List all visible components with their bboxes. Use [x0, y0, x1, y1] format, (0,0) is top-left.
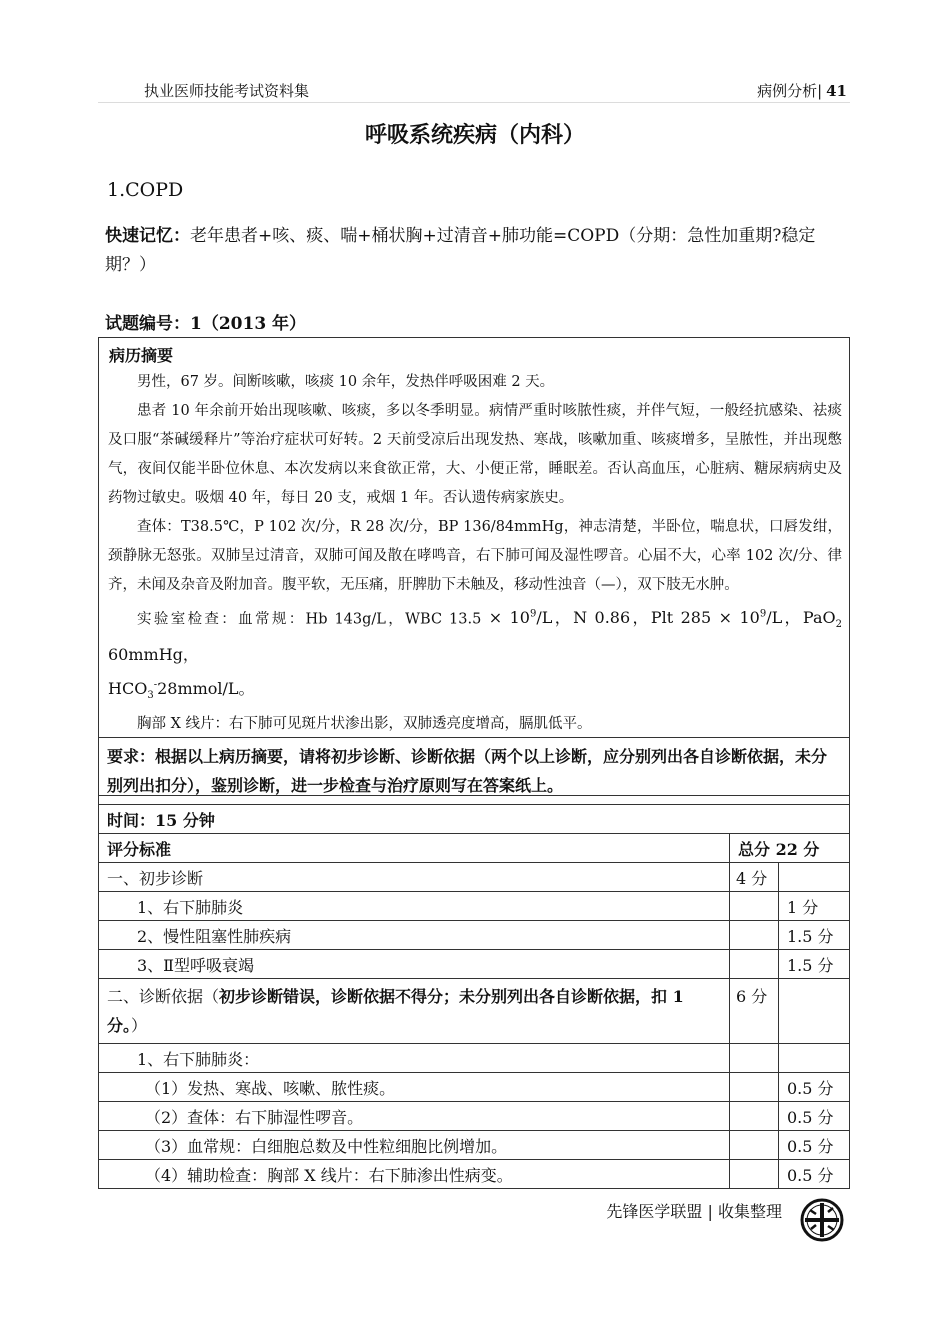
- section-title: 1.COPD: [107, 179, 184, 201]
- row-score: 4 分: [730, 863, 779, 892]
- table-row: [99, 979, 850, 1044]
- header-chapter: [757, 80, 847, 101]
- row-score: [730, 892, 779, 921]
- table-row: [99, 1160, 850, 1189]
- case-physical-exam: 查体：T38.5℃，P 102 次/分，R 28 次/分，BP 136/84mmHg，神志清楚，半卧位，喘息状，口唇发绀，颈静脉无怒张。双肺呈过清音，双肺可闻及散在哮鸣音，右下肺可闻及湿性啰音。心届不大，心率 102 次/分、律齐，未闻及杂音及附加音。腹平软，无压痛，肝脾肋下未触及，移动性浊音（—），双下肢无水肿。: [108, 519, 842, 593]
- row-text: 1、右下肺肺炎：: [99, 1044, 730, 1073]
- header-divider: [98, 102, 850, 103]
- case-history: 患者 10 年余前开始出现咳嗽、咳痰，多以冬季明显。病情严重时咳脓性痰，并伴气短，一般经抗感染、祛痰及口服“茶碱缓释片”等治疗症状可好转。2 天前受凉后出现发热、寒战，咳嗽加重、咳痰增多，呈脓性，并出现憋气，夜间仅能半卧位休息、本次发病以来食欲正常，大、小便正常，睡眠差。否认高血压，心脏病、糖尿病病史及药物过敏史。吸烟 40 年，每日 20 支，戒烟 1 年。否认遗传病家族史。: [108, 403, 842, 506]
- row-subscore: 1.5 分: [779, 950, 850, 979]
- row-score: [730, 1102, 779, 1131]
- time-limit: 时间：15 分钟: [99, 805, 850, 834]
- row-text: 3、Ⅱ型呼吸衰竭: [99, 950, 730, 979]
- header-book-title: 执业医师技能考试资料集: [144, 82, 310, 100]
- row-text: （4）辅助检查：胸部 X 线片：右下肺渗出性病变。: [99, 1160, 730, 1189]
- row-subscore: 1 分: [779, 892, 850, 921]
- row-subscore: 1.5 分: [779, 921, 850, 950]
- case-summary-box: [98, 337, 850, 796]
- row-text: （1）发热、寒战、咳嗽、脓性痰。: [99, 1073, 730, 1102]
- case-chief-complaint: 男性，67 岁。间断咳嗽，咳痰 10 余年，发热伴呼吸困难 2 天。: [137, 374, 555, 390]
- row-text: （3）血常规：白细胞总数及中性粒细胞比例增加。: [99, 1131, 730, 1160]
- row-score: [730, 921, 779, 950]
- table-row: [99, 1044, 850, 1073]
- row-subscore: 0.5 分: [779, 1102, 850, 1131]
- row-subscore: 0.5 分: [779, 1131, 850, 1160]
- row-text: （2）查体：右下肺湿性啰音。: [99, 1102, 730, 1131]
- basis-heading: 二、诊断依据（初步诊断错误，诊断依据不得分；未分别列出各自诊断依据，扣 1 分。）: [99, 979, 730, 1044]
- row-score: [730, 1160, 779, 1189]
- table-row: [99, 950, 850, 979]
- row-score: 6 分: [730, 979, 779, 1044]
- requirement-row: [99, 738, 850, 805]
- score-header-label: 评分标准: [99, 834, 730, 863]
- table-row: [99, 892, 850, 921]
- case-xray: 胸部 X 线片：右下肺可见斑片状渗出影，双肺透亮度增高，膈肌低平。: [137, 716, 592, 733]
- row-text: 一、初步诊断: [99, 863, 730, 892]
- case-heading: 病历摘要: [109, 346, 174, 365]
- header-chapter-label: 病例分析|: [757, 82, 823, 100]
- row-score: [730, 1073, 779, 1102]
- table-row: [99, 1102, 850, 1131]
- row-subscore: [779, 1044, 850, 1073]
- case-body: [108, 368, 842, 739]
- scoring-table: [98, 737, 850, 1189]
- case-lab-results: 实验室检查：血常规：Hb 143g/L，WBC $13.5 \times 10^9/L$，N 0.86，Plt $285 \times 10^9/L$，PaO$_2$ 60mmHg，: [108, 608, 842, 664]
- table-row: [99, 863, 850, 892]
- alliance-logo-icon: [800, 1198, 844, 1242]
- row-score: [730, 1131, 779, 1160]
- memo-text: 老年患者+咳、痰、喘+桶状胸+过清音+肺功能=COPD（分期：急性加重期?稳定期？）: [105, 226, 816, 275]
- table-row: [99, 1073, 850, 1102]
- requirement-text: 要求：根据以上病历摘要，请将初步诊断、诊断依据（两个以上诊断，应分别列出各自诊断依据，未分别列出扣分），鉴别诊断，进一步检查与治疗原则写在答案纸上。: [99, 738, 850, 805]
- case-lab-hco3: $HCO_3^-28mmol/L$。: [108, 678, 255, 702]
- score-header-row: [99, 834, 850, 863]
- page-number: 41: [826, 82, 847, 100]
- time-row: [99, 805, 850, 834]
- row-text: 2、慢性阻塞性肺疾病: [99, 921, 730, 950]
- row-subscore: [779, 863, 850, 892]
- quick-memo: [105, 222, 845, 280]
- table-row: [99, 1131, 850, 1160]
- page-title: 呼吸系统疾病（内科）: [364, 122, 585, 148]
- row-subscore: 0.5 分: [779, 1073, 850, 1102]
- score-total: 总分 22 分: [730, 834, 850, 863]
- row-score: [730, 950, 779, 979]
- row-subscore: 0.5 分: [779, 1160, 850, 1189]
- question-number: 试题编号：1（2013 年）: [105, 314, 307, 334]
- row-subscore: [779, 979, 850, 1044]
- table-row: [99, 921, 850, 950]
- memo-label: 快速记忆：: [105, 226, 190, 246]
- footer-credit: 先锋医学联盟 | 收集整理: [606, 1202, 782, 1221]
- row-score: [730, 1044, 779, 1073]
- row-text: 1、右下肺肺炎: [99, 892, 730, 921]
